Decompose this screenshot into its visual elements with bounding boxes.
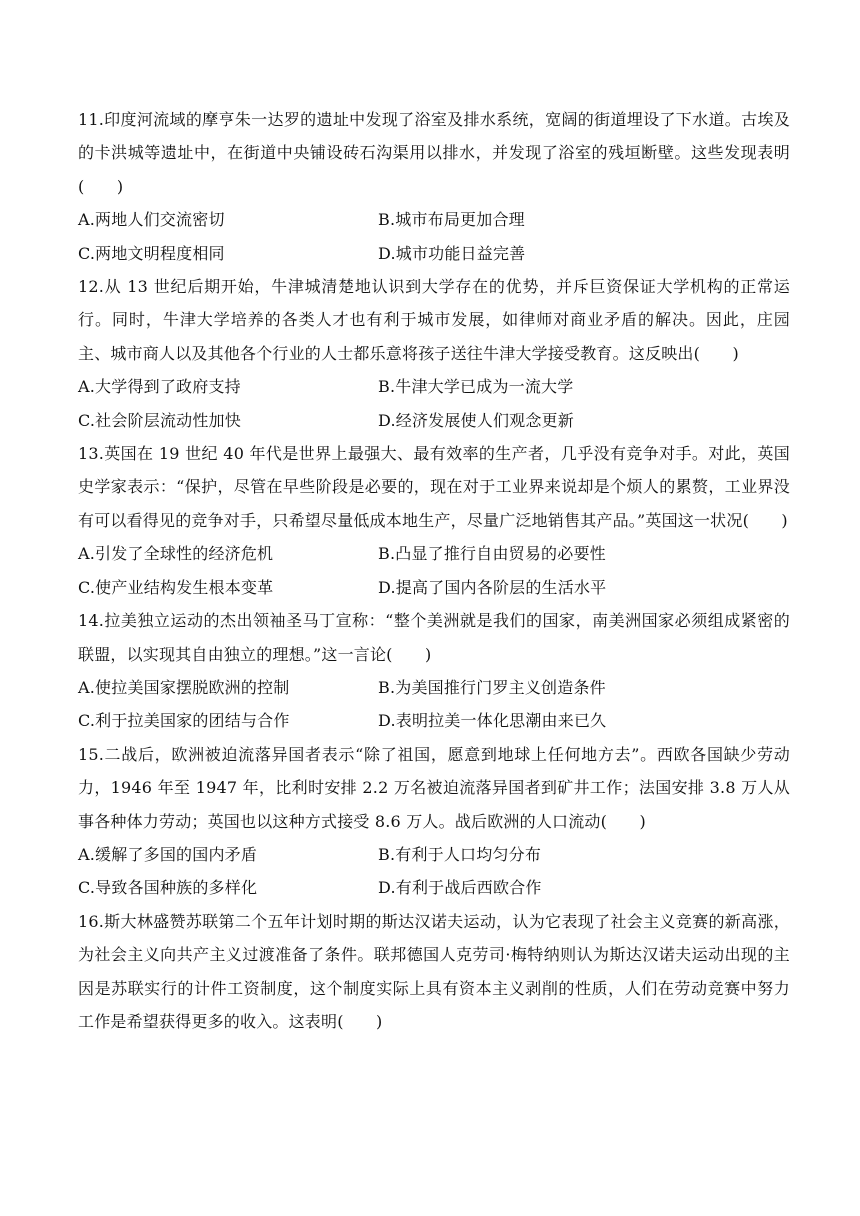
question-stem: 15.二战后，欧洲被迫流落异国者表示“除了祖国，愿意到地球上任何地方去”。西欧各国缺少劳动力，1946 年至 1947 年，比利时安排 2.2 万名被迫流落异国者到矿井工作；法国安排 3.8 万人从事各种体力劳动；英国也以这种方式接受 8.6 万人。战后欧洲的人口流动( ) [78, 744, 790, 831]
option-d: D.提高了国内各阶层的生活水平 [378, 577, 607, 597]
question-11 [78, 103, 790, 270]
option-list [78, 838, 790, 905]
question-13 [78, 437, 790, 604]
question-16 [78, 905, 790, 1039]
question-14 [78, 604, 790, 738]
option-b: B.牛津大学已成为一流大学 [378, 377, 574, 397]
option-c: C.利于拉美国家的团结与合作 [78, 711, 290, 731]
option-b: B.城市布局更加合理 [378, 210, 525, 230]
option-c: C.两地文明程度相同 [78, 243, 225, 263]
option-a: A.缓解了多国的国内矛盾 [78, 844, 258, 864]
option-c: C.使产业结构发生根本变革 [78, 577, 274, 597]
question-stem: 13.英国在 19 世纪 40 年代是世界上最强大、最有效率的生产者，几乎没有竞争对手。对此，英国史学家表示：“保护，尽管在早些阶段是必要的，现在对于工业界来说却是个烦人的累赘，工业界没有可以看得见的竞争对手，只希望尽量低成本地生产，尽量广泛地销售其产品。”英国这一状况( ) [78, 444, 790, 530]
option-d: D.表明拉美一体化思潮由来已久 [378, 711, 607, 731]
option-c: C.导致各国种族的多样化 [78, 878, 258, 898]
option-list [78, 537, 790, 604]
option-b: B.凸显了推行自由贸易的必要性 [378, 544, 606, 564]
option-list [78, 671, 790, 738]
question-stem: 11.印度河流域的摩亨朱一达罗的遗址中发现了浴室及排水系统，宽阔的街道埋设了下水道。古埃及的卡洪城等遗址中，在街道中央铺设砖石沟渠用以排水，并发现了浴室的残垣断壁。这些发现表明( ) [78, 110, 790, 196]
option-a: A.两地人们交流密切 [78, 210, 225, 230]
question-stem: 16.斯大林盛赞苏联第二个五年计划时期的斯达汉诺夫运动，认为它表现了社会主义竞赛的新高涨，为社会主义向共产主义过渡准备了条件。联邦德国人克劳司·梅特纳则认为斯达汉诺夫运动出现的主因是苏联实行的计件工资制度，这个制度实际上具有资本主义剥削的性质，人们在劳动竞赛中努力工作是希望获得更多的收入。这表明( ) [78, 911, 790, 1031]
option-d: D.有利于战后西欧合作 [378, 878, 542, 898]
option-b: B.有利于人口均匀分布 [378, 844, 542, 864]
question-12 [78, 270, 790, 437]
option-b: B.为美国推行门罗主义创造条件 [378, 677, 606, 697]
question-15 [78, 738, 790, 905]
option-a: A.引发了全球性的经济危机 [78, 544, 274, 564]
option-d: D.城市功能日益完善 [378, 243, 526, 263]
question-stem: 14.拉美独立运动的杰出领袖圣马丁宣称：“整个美洲就是我们的国家，南美洲国家必须组成紧密的联盟，以实现其自由独立的理想。”这一言论( ) [78, 611, 790, 664]
option-a: A.大学得到了政府支持 [78, 377, 241, 397]
question-page [78, 103, 790, 1038]
option-d: D.经济发展使人们观念更新 [378, 410, 574, 430]
option-c: C.社会阶层流动性加快 [78, 410, 241, 430]
option-list [78, 203, 790, 270]
option-list [78, 370, 790, 437]
question-stem: 12.从 13 世纪后期开始，牛津城清楚地认识到大学存在的优势，并斥巨资保证大学机构的正常运行。同时，牛津大学培养的各类人才也有利于城市发展，如律师对商业矛盾的解决。因此，庄园主、城市商人以及其他各个行业的人士都乐意将孩子送往牛津大学接受教育。这反映出( ) [78, 277, 790, 363]
option-a: A.使拉美国家摆脱欧洲的控制 [78, 677, 290, 697]
